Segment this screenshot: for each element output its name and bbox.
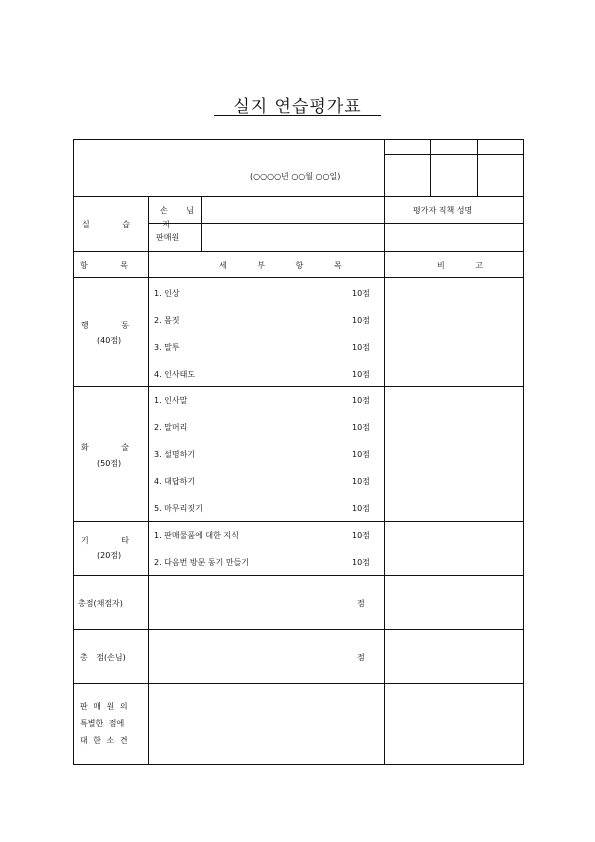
total-scorer-label: 총점(채점자) xyxy=(78,599,123,608)
section-etc-name: 기 타 xyxy=(81,536,144,545)
header-detail: 세 부 항 목 xyxy=(219,261,356,270)
list-item: 5. 마무리짓기 xyxy=(154,504,203,513)
item-points: 10점 xyxy=(352,343,370,352)
item-points: 10점 xyxy=(352,289,370,298)
item-points: 10점 xyxy=(352,423,370,432)
item-points: 10점 xyxy=(352,316,370,325)
list-item: 3. 말투 xyxy=(154,343,180,352)
list-item: 4. 대답하기 xyxy=(154,477,196,486)
total-customer-label: 총 점(손님) xyxy=(80,653,126,662)
list-item: 4. 인사태도 xyxy=(154,370,196,379)
item-points: 10점 xyxy=(352,531,370,540)
list-item: 1. 판매물품에 대한 지식 xyxy=(154,531,239,540)
list-item: 2. 말머리 xyxy=(154,423,188,432)
total-customer-unit: 점 xyxy=(357,653,365,662)
date-line: (○○○○년 ○○월 ○○일) xyxy=(250,172,341,181)
total-scorer-unit: 점 xyxy=(357,599,365,608)
section-etc-score: (20점) xyxy=(97,551,122,560)
seller-label: 판매원 xyxy=(156,233,180,242)
list-item: 2. 몸짓 xyxy=(154,316,180,325)
list-item: 2. 다음번 방문 동기 만들기 xyxy=(154,558,250,567)
item-points: 10점 xyxy=(352,370,370,379)
evaluator-label: 평가자 직책 성명 xyxy=(413,206,473,215)
item-points: 10점 xyxy=(352,504,370,513)
customer-label: 손 님 xyxy=(160,206,202,215)
list-item: 3. 설명하기 xyxy=(154,450,196,459)
item-points: 10점 xyxy=(352,477,370,486)
special-notes-line1: 판 매 원 의 xyxy=(80,702,128,711)
special-notes-line3: 대 한 소 견 xyxy=(80,736,128,745)
list-item: 1. 인상 xyxy=(154,289,180,298)
header-item: 항 목 xyxy=(80,261,143,270)
section-behavior-score: (40점) xyxy=(97,336,122,345)
item-points: 10점 xyxy=(352,396,370,405)
section-behavior-name: 행 동 xyxy=(81,321,144,330)
list-item: 1. 인사말 xyxy=(154,396,188,405)
item-points: 10점 xyxy=(352,558,370,567)
section-speech-name: 화 술 xyxy=(81,443,144,452)
item-points: 10점 xyxy=(352,450,370,459)
title-underline xyxy=(214,115,381,116)
page-title: 실지 연습평가표 xyxy=(233,97,362,117)
header-remark: 비 고 xyxy=(437,261,497,270)
practitioner-label: 실 습 자 xyxy=(82,220,186,229)
section-speech-score: (50점) xyxy=(97,459,122,468)
special-notes-line2: 특별한 점에 xyxy=(80,719,125,728)
